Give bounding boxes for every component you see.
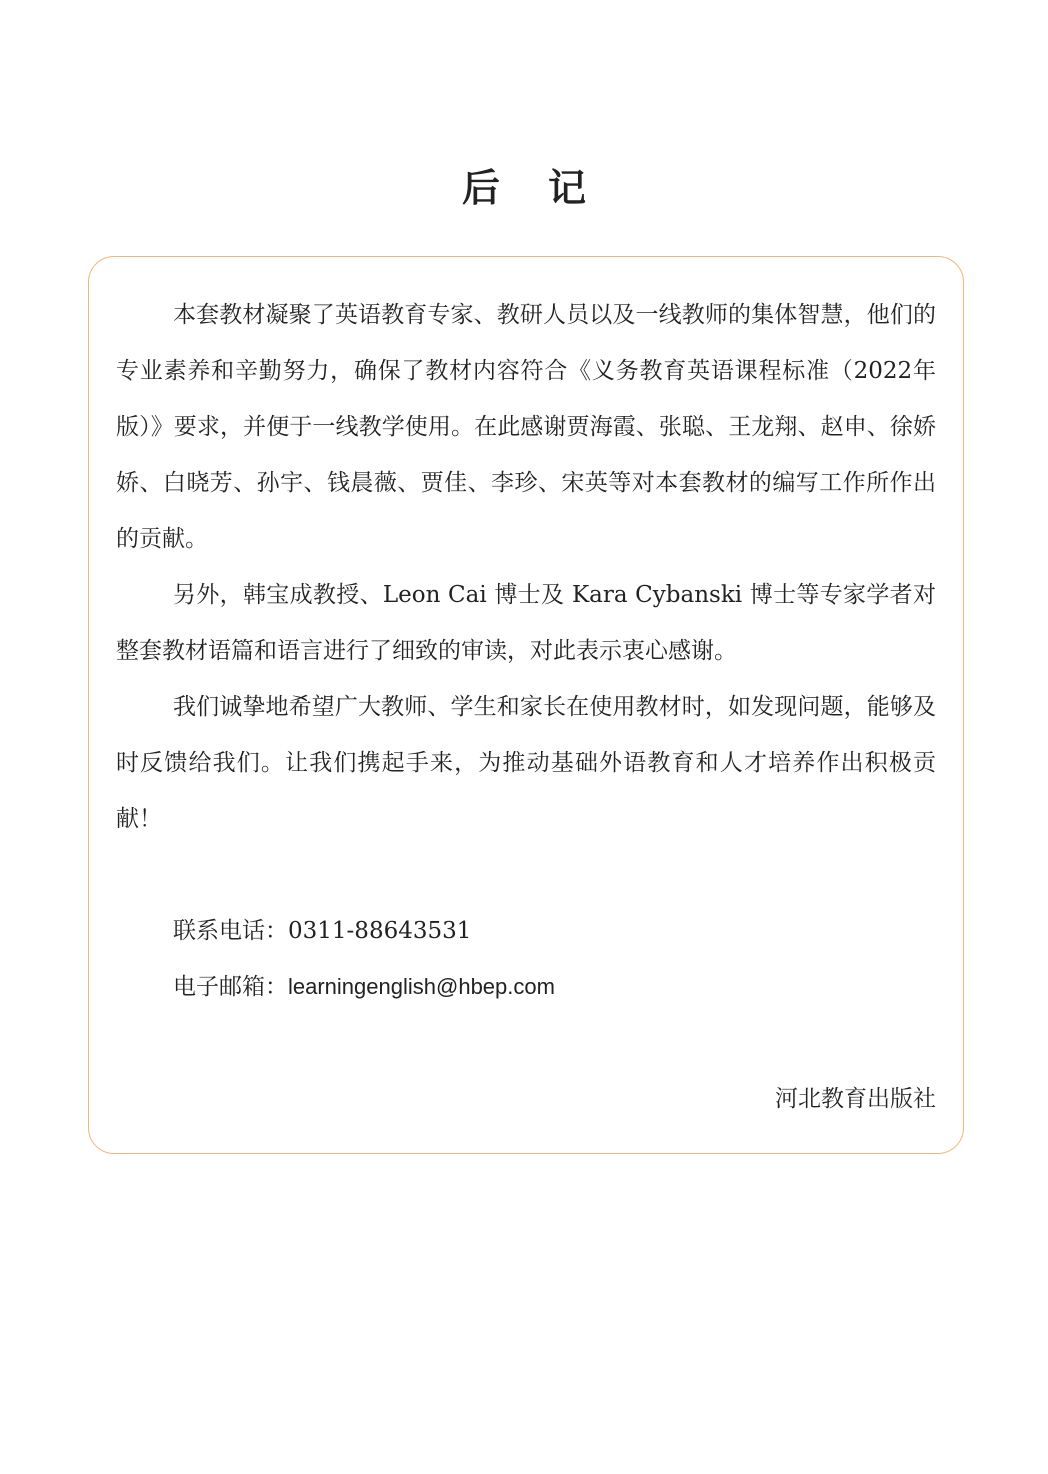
phone-label: 联系电话：: [173, 918, 288, 944]
acknowledgement-paragraph-1: 本套教材凝聚了英语教育专家、教研人员以及一线教师的集体智慧，他们的专业素养和辛勤努力，确保了教材内容符合《义务教育英语课程标准（2022年版）》要求，并便于一线教学使用。在此感谢贾海霞、张聪、王龙翔、赵申、徐娇娇、白晓芳、孙宇、钱晨薇、贾佳、李珍、宋英等对本套教材的编写工作所作出的贡献。: [116, 302, 936, 552]
phone-number: 0311-88643531: [288, 918, 472, 944]
email-label: 电子邮箱：: [173, 974, 288, 1000]
publisher-name: 河北教育出版社: [775, 1086, 936, 1112]
acknowledgement-paragraph-2: 另外，韩宝成教授、Leon Cai 博士及 Kara Cybanski 博士等专家学者对整套教材语篇和语言进行了细致的审读，对此表示衷心感谢。: [116, 582, 936, 664]
acknowledgement-paragraph-3: 我们诚挚地希望广大教师、学生和家长在使用教材时，如发现问题，能够及时反馈给我们。让我们携起手来，为推动基础外语教育和人才培养作出积极贡献！: [116, 694, 936, 832]
page-title: 后记: [461, 165, 634, 210]
email-address: learningenglish@hbep.com: [288, 974, 555, 999]
contact-email: [173, 970, 555, 1004]
contact-phone: [173, 914, 471, 948]
